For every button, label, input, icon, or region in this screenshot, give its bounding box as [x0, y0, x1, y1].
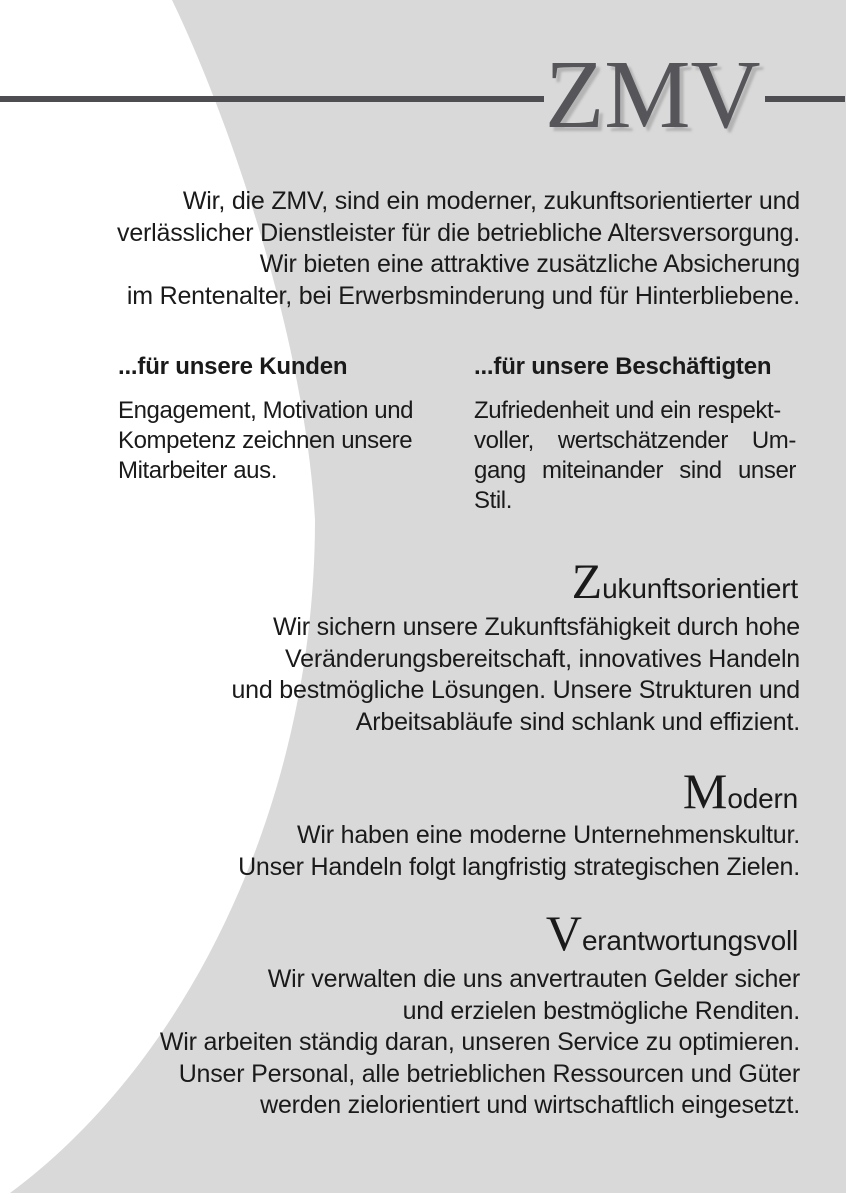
customers-heading: ...für unsere Kunden: [118, 353, 348, 380]
employees-text: [474, 396, 796, 516]
section-body-zukunftsorientiert: [30, 612, 800, 738]
intro-line: verlässlicher Dienstleister für die betriebliche Altersversorgung.: [117, 218, 800, 247]
customers-line: Kompetenz zeichnen unsere: [118, 427, 413, 454]
section-line: Arbeitsabläufe sind schlank und effizient.: [355, 707, 800, 736]
section-heading-rest: erantwortungsvoll: [581, 925, 798, 956]
zmv-logo: ZMV: [545, 41, 761, 148]
intro-line: im Rentenalter, bei Erwerbsminderung und für Hinterbliebene.: [126, 281, 800, 310]
section-initial: V: [545, 905, 582, 961]
customers-line: Engagement, Motivation und: [118, 397, 414, 424]
section-line: Wir sichern unsere Zukunftsfähigkeit durch hohe: [273, 613, 800, 641]
employees-line: gang miteinander sind unser: [474, 457, 796, 484]
customers-text: [118, 396, 440, 486]
section-line: Wir haben eine moderne Unternehmenskultur.: [297, 821, 800, 849]
employees-line: voller, wertschätzender Um-: [474, 427, 796, 454]
intro-line: Wir, die ZMV, sind ein moderner, zukunftsorientierter und: [182, 187, 800, 215]
section-line: werden zielorientiert und wirtschaftlich eingesetzt.: [260, 1091, 800, 1119]
customers-column: [118, 352, 440, 486]
section-line: Veränderungsbereitschaft, innovatives Handeln: [285, 644, 800, 673]
intro-paragraph: [30, 186, 800, 312]
section-initial: Z: [571, 553, 603, 609]
section-line: Unser Personal, alle betrieblichen Ressourcen und Güter: [178, 1059, 800, 1088]
section-initial: M: [682, 763, 728, 819]
employees-heading: ...für unsere Beschäftigten: [474, 353, 772, 380]
customers-line: Mitarbeiter aus.: [118, 457, 277, 484]
section-line: und erzielen bestmögliche Renditen.: [402, 996, 800, 1025]
section-line: Wir arbeiten ständig daran, unseren Service zu optimieren.: [159, 1028, 800, 1056]
section-line: Wir verwalten die uns anvertrauten Gelder sicher: [267, 965, 800, 993]
intro-line: Wir bieten eine attraktive zusätzliche Absicherung: [259, 250, 800, 278]
section-heading-rest: ukunftsorientiert: [602, 573, 798, 604]
employees-line: Zufriedenheit und ein respekt-: [474, 397, 781, 424]
section-heading-rest: odern: [727, 783, 798, 814]
employees-column: [474, 352, 796, 516]
section-body-verantwortungsvoll: [30, 964, 800, 1122]
section-body-modern: [30, 820, 800, 883]
section-line: und bestmögliche Lösungen. Unsere Strukturen und: [231, 676, 800, 704]
section-line: Unser Handeln folgt langfristig strategischen Zielen.: [238, 852, 800, 881]
employees-line: Stil.: [474, 487, 513, 514]
header-rule-right: [765, 96, 845, 102]
header-rule-left: [0, 96, 544, 102]
section-heading-zukunftsorientiert: [30, 553, 798, 609]
section-heading-modern: [30, 763, 798, 819]
section-heading-verantwortungsvoll: [30, 905, 798, 961]
